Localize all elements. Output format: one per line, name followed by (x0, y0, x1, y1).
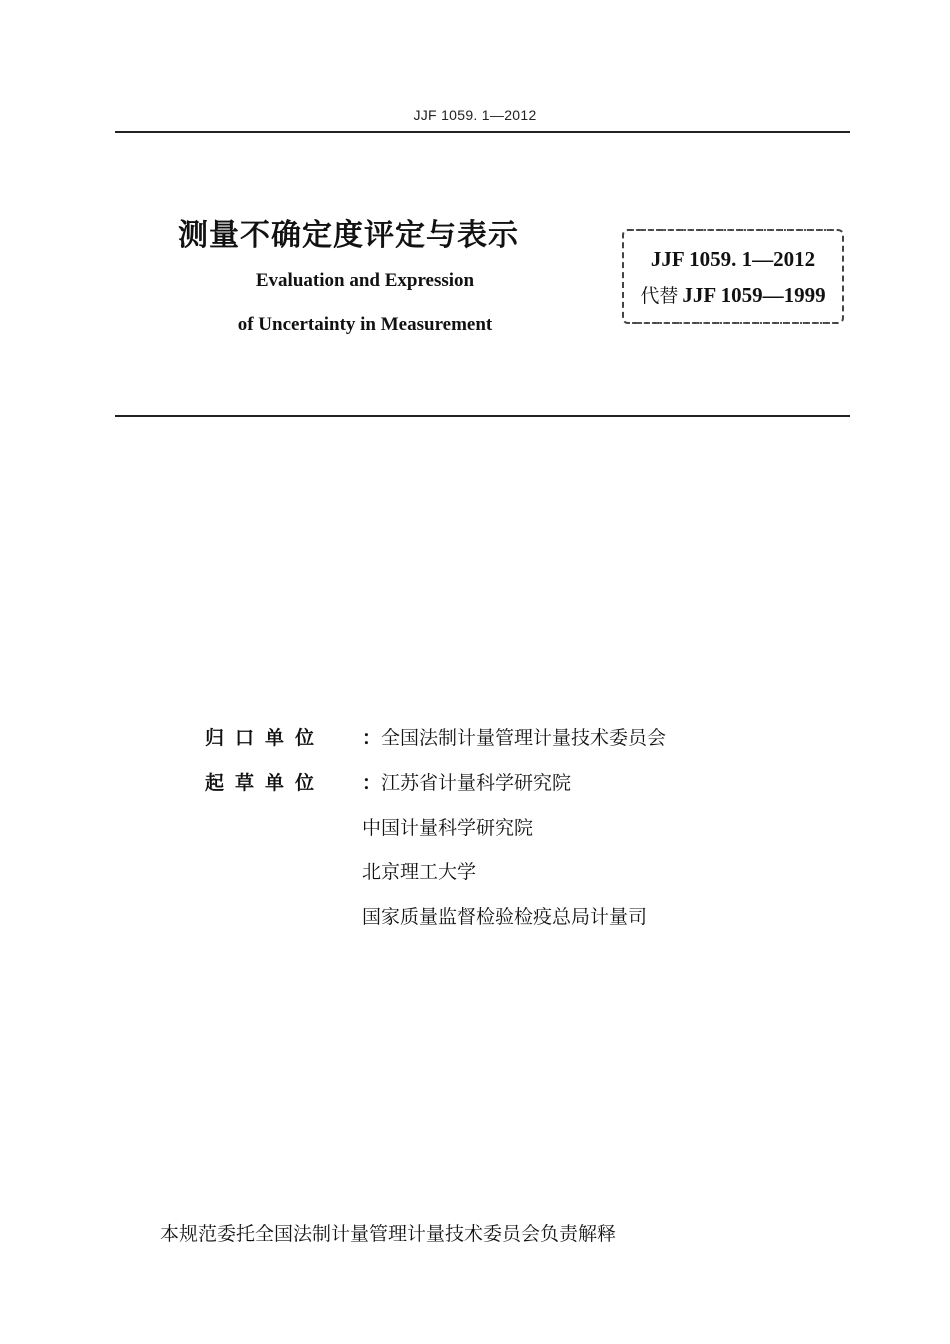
replaces-line (624, 281, 842, 308)
responsible-unit-value (362, 723, 666, 750)
drafting-unit-name-2: 中国计量科学研究院 (362, 817, 534, 839)
drafting-unit-colon: ： (362, 772, 382, 794)
drafting-unit-name-4: 国家质量监督检验检疫总局计量司 (362, 906, 648, 928)
drafting-unit-value (362, 768, 571, 795)
box-decoration-bottom (632, 322, 834, 324)
replaced-standard-number: JJF 1059—1999 (682, 283, 826, 307)
responsible-unit-colon: ： (362, 727, 382, 749)
interpretation-note: 本规范委托全国法制计量管理计量技术委员会负责解释 (160, 1223, 617, 1245)
responsible-unit-label: 归口单位 (205, 727, 326, 749)
header-standard-code: JJF 1059. 1—2012 (413, 107, 537, 123)
drafting-unit-name-1: 江苏省计量科学研究院 (381, 772, 572, 794)
standard-number: JJF 1059. 1—2012 (650, 247, 816, 271)
drafting-unit-label: 起草单位 (205, 772, 326, 794)
box-decoration-top (632, 229, 834, 231)
document-title-english-line1: Evaluation and Expression (255, 270, 475, 291)
responsible-unit-row (205, 723, 667, 750)
responsible-unit-name: 全国法制计量管理计量技术委员会 (381, 727, 667, 749)
bottom-divider (115, 415, 850, 417)
document-title-chinese: 测量不确定度评定与表示 (178, 218, 519, 253)
top-divider (115, 131, 850, 133)
drafting-unit-row (205, 768, 572, 795)
drafting-unit-name-3: 北京理工大学 (362, 861, 477, 883)
document-title-english-line2: of Uncertainty in Measurement (237, 314, 493, 335)
standard-number-box (622, 229, 844, 324)
replaces-prefix: 代替 (640, 285, 679, 307)
